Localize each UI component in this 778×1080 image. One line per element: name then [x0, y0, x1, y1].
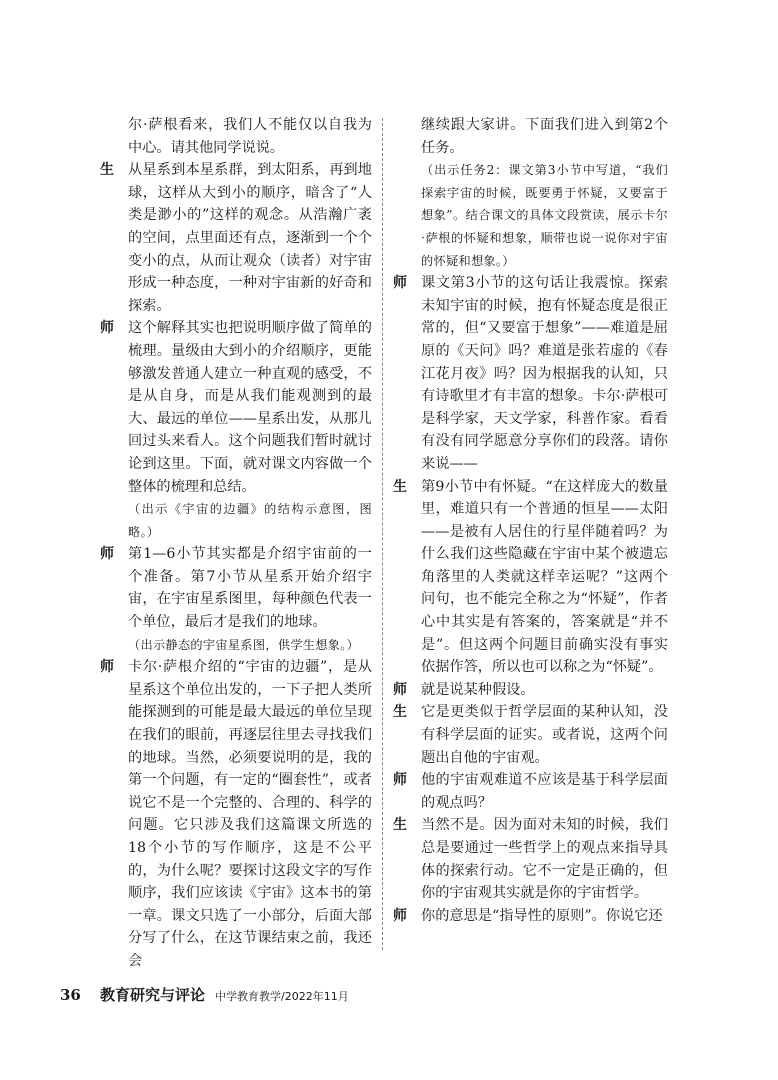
dialogue-entry: [100, 114, 372, 159]
speaker-label: 师: [393, 907, 407, 924]
speaker-label: 生: [393, 478, 407, 495]
dialogue-entry: [393, 814, 668, 904]
dialogue-text: 他的宇宙观难道不应该是基于科学层面的观点吗？: [421, 772, 668, 811]
speaker-label: 生: [393, 704, 407, 721]
page-number: 36: [60, 986, 81, 1004]
dialogue-entry: [393, 476, 668, 679]
speaker-label: 师: [393, 772, 407, 789]
dialogue-entry: [100, 656, 372, 972]
dialogue-entry: [393, 679, 668, 702]
stage-note-text: （出示静态的宇宙星系图，供学生想象。）: [128, 637, 360, 652]
speaker-label: 师: [100, 659, 114, 676]
stage-note-text: （出示《宇宙的边疆》的结构示意图，图略。）: [128, 502, 372, 539]
speaker-label: 师: [393, 681, 407, 698]
dialogue-text: 你的意思是“指导性的原则”。你说它还: [421, 907, 663, 924]
stage-note: [100, 634, 372, 657]
dialogue-text: 第1—6小节其实都是介绍宇宙前的一个准备。第7小节从星系开始介绍宇宙，在宇宙星系图里，每种颜色代表一个单位，最后才是我们的地球。: [128, 546, 372, 631]
speaker-label: 师: [100, 320, 114, 337]
left-column: [100, 114, 372, 973]
issue-info: 中学教育教学/2022年11月: [215, 990, 349, 1003]
speaker-label: 师: [100, 546, 114, 563]
dialogue-entry: [393, 769, 668, 814]
dialogue-text: 当然不是。因为面对未知的时候，我们总是要通过一些哲学上的观点来指导具体的探索行动。它不一定是正确的，但你的宇宙观其实就是你的宇宙哲学。: [421, 817, 668, 902]
dialogue-entry: [393, 272, 668, 475]
column-divider: [382, 118, 383, 950]
dialogue-text: 继续跟大家讲。下面我们进入到第2个任务。: [421, 117, 668, 156]
dialogue-entry: [393, 114, 668, 159]
journal-title: 教育研究与评论: [100, 986, 206, 1004]
dialogue-text: 课文第3小节的这句话让我震惊。探索未知宇宙的时候，抱有怀疑态度是很正常的，但“又要富于想象”——难道是屈原的《天问》吗？难道是张若虚的《春江花月夜》吗？因为根据我的认知，只有诗歌里才有丰富的想象。卡尔·萨根可是科学家，天文学家，科普作家。看看有没有同学愿意分享你们的段落。请你来说——: [421, 275, 668, 472]
dialogue-entry: [100, 159, 372, 317]
dialogue-text: 这个解释其实也把说明顺序做了简单的梳理。量级由大到小的介绍顺序，更能够激发普通人建立一种直观的感受，不是从自身，而是从我们能观测到的最大、最远的单位——星系出发，从那儿回过头来看人。这个问题我们暂时就讨论到这里。下面，就对课文内容做一个整体的梳理和总结。: [128, 320, 372, 495]
dialogue-text: 从星系到本星系群，到太阳系，再到地球，这样从大到小的顺序，暗含了“人类是渺小的”这样的观念。从浩瀚广袤的空间，点里面还有点，逐渐到一个个变小的点，从而让观众（读者）对宇宙形成一种态度，一种对宇宙新的好奇和探索。: [128, 162, 372, 314]
speaker-label: 师: [393, 275, 407, 292]
stage-note-text: （出示任务2：课文第3小节中写道，“我们探索宇宙的时候，既要勇于怀疑，又要富于想象”。结合课文的具体文段赏读，展示卡尔·萨根的怀疑和想象，顺带也说一说你对宇宙的怀疑和想象。）: [421, 163, 668, 268]
page-footer: [60, 984, 349, 1005]
dialogue-entry: [100, 543, 372, 633]
dialogue-text: 卡尔·萨根介绍的“宇宙的边疆”，是从星系这个单位出发的，一下子把人类所能探测到的可能是最大最远的单位呈现在我们的眼前，再逐层往里去寻找我们的地球。当然，必须要说明的是，我的第一个问题，有一定的“圈套性”，或者说它不是一个完整的、合理的、科学的问题。它只涉及我们这篇课文所选的18个小节的写作顺序，这是不公平的，为什么呢？要探讨这段文字的写作顺序，我们应该读《宇宙》这本书的第一章。课文只选了一小部分，后面大部分写了什么，在这节课结束之前，我还会: [128, 659, 372, 969]
dialogue-entry: [393, 701, 668, 769]
dialogue-entry: [100, 317, 372, 498]
right-column: [393, 114, 668, 927]
dialogue-text: 尔·萨根看来，我们人不能仅以自我为中心。请其他同学说说。: [128, 117, 372, 156]
stage-note: [100, 498, 372, 543]
stage-note: [393, 159, 668, 272]
dialogue-text: 它是更类似于哲学层面的某种认知，没有科学层面的证实。或者说，这两个问题出自他的宇宙观。: [421, 704, 668, 766]
dialogue-text: 就是说某种假设。: [421, 681, 535, 698]
speaker-label: 生: [393, 817, 407, 834]
dialogue-entry: [393, 905, 668, 928]
speaker-label: 生: [100, 162, 114, 179]
dialogue-text: 第9小节中有怀疑。“在这样庞大的数量里，难道只有一个普通的恒星——太阳——是被有人居住的行星伴随着吗？为什么我们这些隐藏在宇宙中某个被遗忘角落里的人类就这样幸运呢？”这两个问句，也不能完全称之为“怀疑”，作者心中其实是有答案的，答案就是“并不是”。但这两个问题目前确实没有事实依据作答，所以也可以称之为“怀疑”。: [421, 478, 668, 676]
